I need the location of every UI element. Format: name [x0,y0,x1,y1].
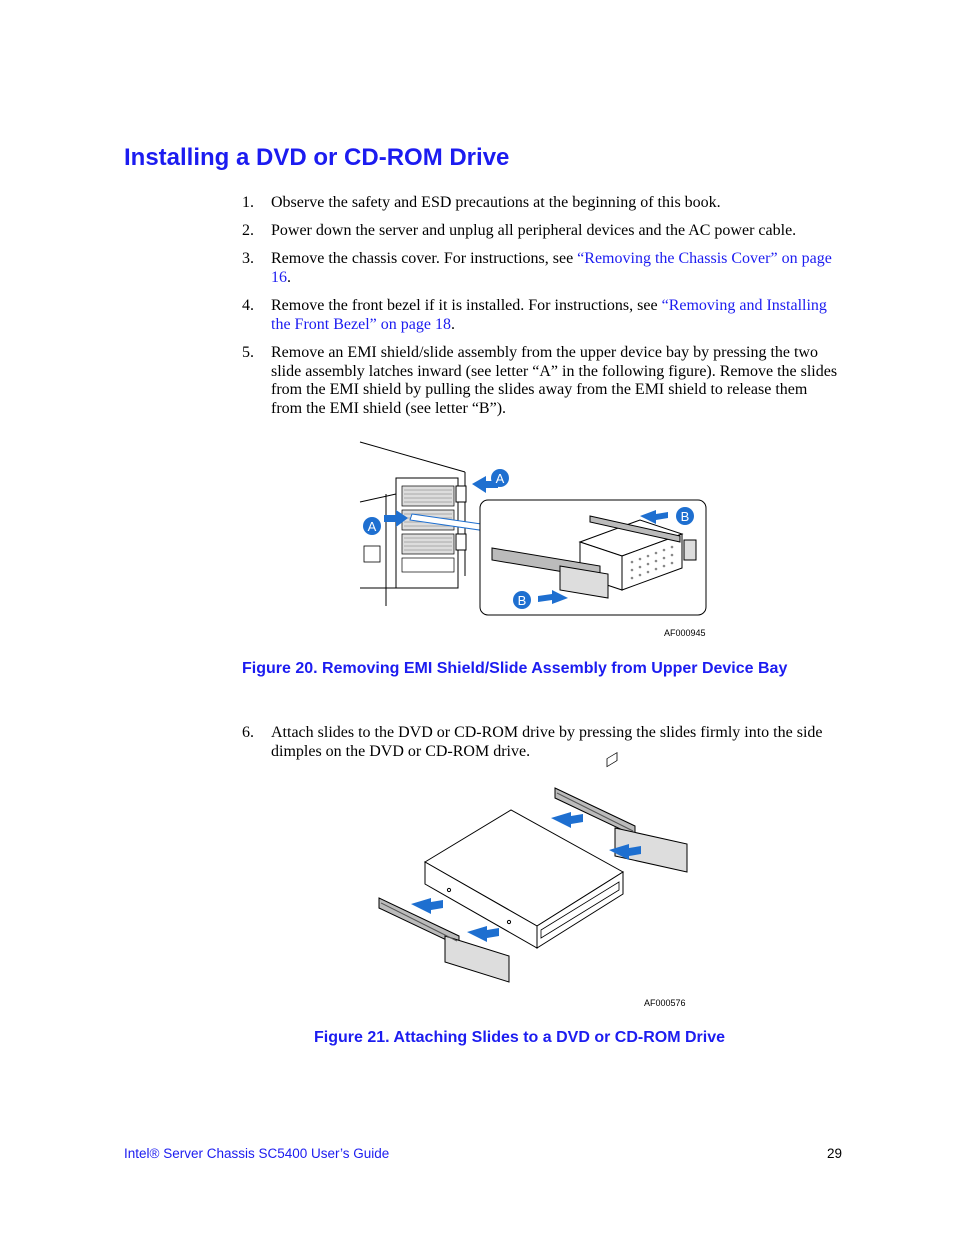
callout-a-top: A [495,471,505,486]
page-number: 29 [826,1146,842,1161]
step-6 [242,724,838,761]
figure-20-caption: Figure 20. Removing EMI Shield/Slide Assembly from Upper Device Bay [242,660,788,677]
cross-reference-link[interactable]: “Removing and Installing the Front Bezel” on page 18 [271,297,827,333]
step-text: Remove the front bezel if it is installed. For instructions, see [271,297,662,314]
step-3: 3. Remove the chassis cover. For instructions, see “Removing the Chassis Cover” on page 16. [242,250,832,286]
step-number: 5. [242,344,254,361]
figure-21-caption: Figure 21. Attaching Slides to a DVD or CD-ROM Drive [314,1029,726,1046]
callout-b-right: B [680,509,690,524]
figure-21-illustration [375,780,695,990]
figure-20-illustration [350,438,720,628]
step-1 [242,194,842,213]
dvd-drive [425,810,623,948]
step-text: Power down the server and unplug all peripheral devices and the AC power cable. [271,222,797,239]
callout-b-bottom: B [517,593,527,608]
step-number: 6. [242,724,254,741]
figure-20-code: AF000945 [664,628,706,638]
figure-21-code: AF000576 [644,998,686,1008]
step-text: Observe the safety and ESD precautions at the beginning of this book. [271,194,721,211]
step-5 [242,344,842,418]
step-text: Remove the chassis cover. For instructions, see [271,250,578,267]
callout-a-left: A [367,519,377,534]
step-number: 4. [242,297,254,314]
step-number: 2. [242,222,254,239]
step-2 [242,222,842,241]
cross-reference-link[interactable]: “Removing the Chassis Cover” on page 16 [271,250,832,286]
step-text: Attach slides to the DVD or CD-ROM drive by pressing the slides firmly into the side dimples on the DVD or CD-ROM drive. [271,724,823,760]
step-text: Remove an EMI shield/slide assembly from the upper device bay by pressing the two slide assembly latches inward (see letter “A” in the following figure). Remove the slides from the EMI shield by pulling the slides away from the EMI shield to release them from the EMI shield (see letter “B”). [271,344,838,417]
step-number: 1. [242,194,254,211]
footer-title: Intel® Server Chassis SC5400 User’s Guide [124,1146,390,1161]
step-4: 4. Remove the front bezel if it is installed. For instructions, see “Removing and Installing the Front Bezel” on page 18. [242,297,827,333]
step-number: 3. [242,250,254,267]
drive-bays [402,486,454,572]
page-heading: Installing a DVD or CD-ROM Drive [124,144,510,171]
